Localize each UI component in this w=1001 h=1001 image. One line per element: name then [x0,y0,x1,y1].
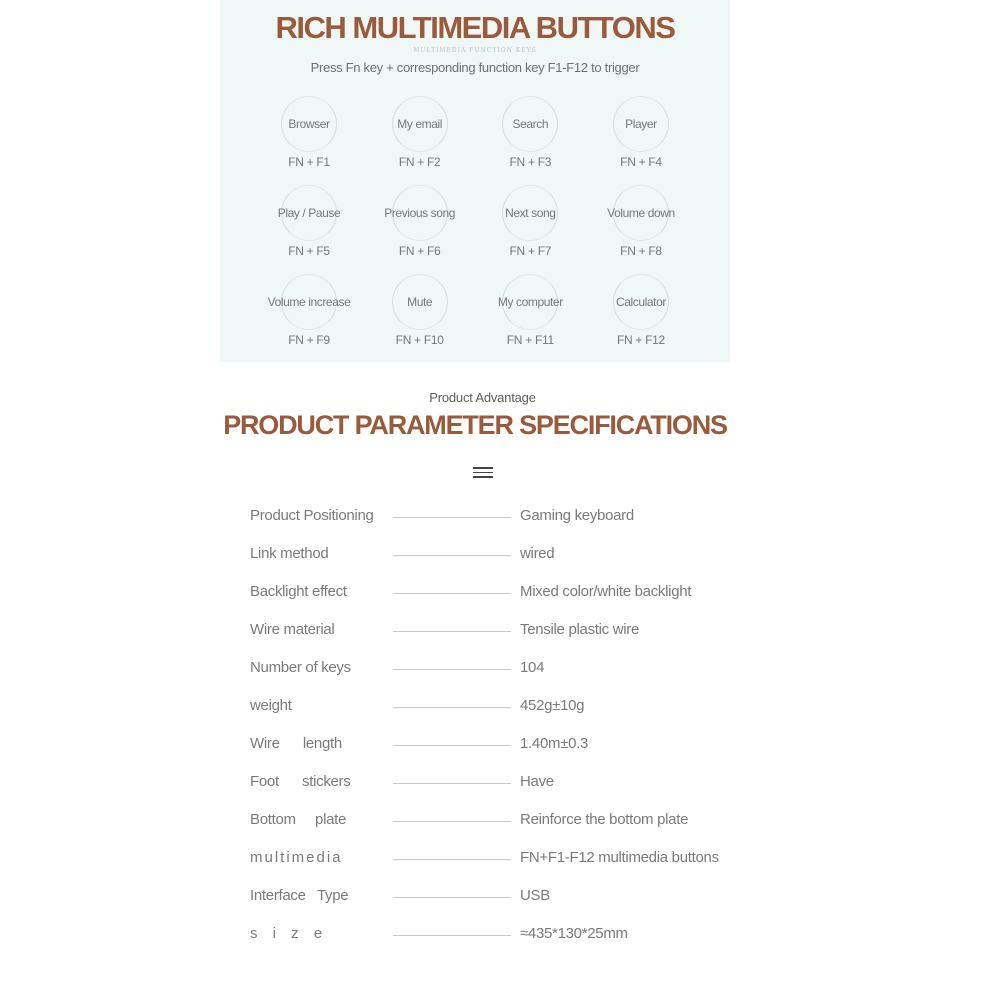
button-label: Calculator [615,295,666,309]
button-circle [607,185,675,241]
spec-divider [393,707,511,708]
button-key: FN + F3 [509,155,552,169]
button-key: FN + F10 [395,333,444,347]
spec-divider [393,897,511,898]
button-label: Next song [505,206,556,220]
button-key: FN + F7 [509,244,552,258]
button-label: Player [625,117,657,131]
multimedia-button [255,274,363,347]
spec-value: Gaming keyboard [520,507,634,524]
multimedia-button [366,274,474,347]
multimedia-button [255,185,363,258]
button-circle [277,185,341,241]
button-circle [502,185,558,241]
spec-value: USB [520,887,550,904]
spec-row [250,804,750,842]
spec-divider [393,631,511,632]
spec-value: Have [520,773,554,790]
button-key: FN + F6 [398,244,441,258]
button-label: Previous song [384,206,456,220]
spec-name: Product Positioning [250,507,374,524]
button-label: Volume increase [267,295,351,309]
spec-row [250,652,750,690]
spec-value: FN+F1-F12 multimedia buttons [520,849,719,866]
spec-list [250,500,750,956]
multimedia-button-grid [255,96,695,347]
button-circle [281,96,337,152]
button-key: FN + F1 [288,155,330,169]
button-label: Play / Pause [277,206,341,220]
button-circle [502,96,558,152]
spec-divider [393,555,511,556]
multimedia-button [476,274,584,347]
button-circle [392,274,448,330]
spec-name: Bottom plate [250,811,347,828]
button-label: My email [397,117,443,131]
spec-divider [393,859,511,860]
multimedia-button [587,96,695,169]
spec-name: Backlight effect [250,583,347,600]
spec-row [250,766,750,804]
multimedia-panel [220,0,730,362]
spec-divider [393,783,511,784]
spec-value: Reinforce the bottom plate [520,811,689,828]
multimedia-button [255,96,363,169]
spec-row [250,918,750,956]
menu-icon [473,467,493,479]
spec-divider [393,745,511,746]
spec-row [250,500,750,538]
spec-divider [393,821,511,822]
spec-divider [393,935,511,936]
spec-value: ≈435*130*25mm [520,925,628,942]
product-advantage-subtitle: Product Advantage [429,390,536,405]
spec-row [250,842,750,880]
spec-name: Number of keys [250,659,351,676]
parameters-title: PRODUCT PARAMETER SPECIFICATIONS [223,410,727,440]
button-label: Browser [288,117,330,131]
spec-row [250,538,750,576]
multimedia-button [476,185,584,258]
multimedia-subtitle: Press Fn key + corresponding function key F1-F12 to trigger [310,60,640,75]
button-key: FN + F4 [620,155,662,169]
spec-row [250,728,750,766]
spec-name: Interface Type [250,887,349,904]
spec-value: Tensile plastic wire [520,621,640,638]
button-circle [497,274,563,330]
spec-value: 104 [520,659,545,676]
spec-value: 1.40m±0.3 [520,735,589,752]
multimedia-button [366,185,474,258]
spec-name: Wire length [250,735,342,752]
spec-name: s i z e [250,925,322,942]
button-key: FN + F2 [398,155,441,169]
spec-row [250,614,750,652]
multimedia-button [366,96,474,169]
button-key: FN + F12 [616,333,665,347]
spec-name: Foot stickers [250,773,351,790]
spec-value: Mixed color/white backlight [520,583,692,600]
button-circle [613,274,669,330]
spec-name: Wire material [250,621,335,638]
spec-value: wired [520,545,555,562]
spec-divider [393,517,511,518]
spec-name: multimedia [250,849,343,866]
button-circle [392,96,448,152]
multimedia-button [476,96,584,169]
multimedia-button [587,274,695,347]
button-circle [384,185,456,241]
button-label: My computer [497,295,563,309]
spec-row [250,690,750,728]
button-label: Search [512,117,549,131]
button-key: FN + F9 [288,333,330,347]
spec-divider [393,669,511,670]
button-key: FN + F8 [620,244,662,258]
spec-row [250,576,750,614]
button-circle [613,96,669,152]
spec-divider [393,593,511,594]
button-key: FN + F5 [288,244,330,258]
spec-row [250,880,750,918]
multimedia-title: RICH MULTIMEDIA BUTTONS [275,10,675,45]
multimedia-small-caption: MULTIMEDIA FUNCTION KEYS [413,47,537,54]
button-key: FN + F11 [506,333,554,347]
button-circle [267,274,351,330]
button-label: Mute [407,295,433,309]
spec-value: 452g±10g [520,697,585,714]
spec-name: weight [250,697,292,714]
multimedia-button [587,185,695,258]
button-label: Volume down [607,206,675,220]
spec-name: Link method [250,545,329,562]
